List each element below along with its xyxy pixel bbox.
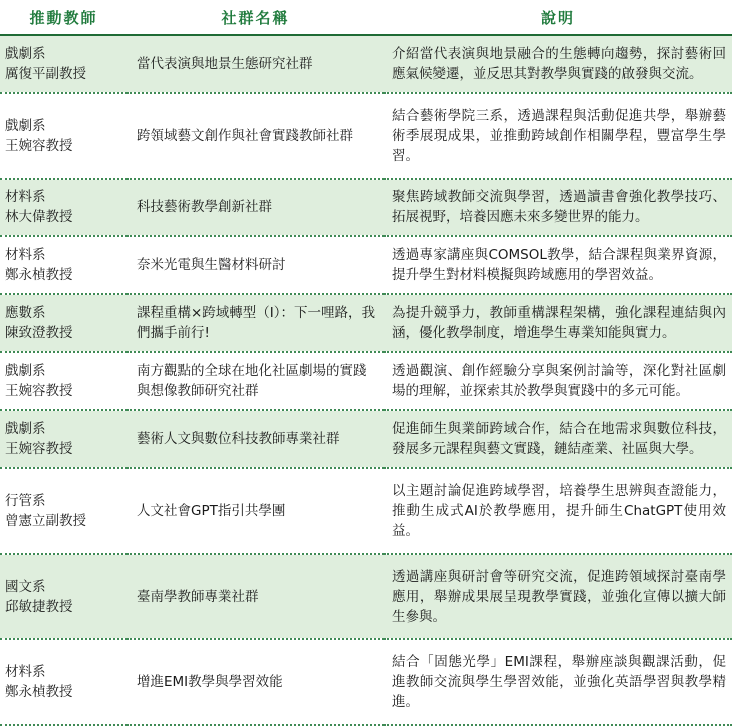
teacher-cell [0, 554, 127, 640]
teacher-name: 林大偉教授 [5, 209, 73, 226]
description-cell: 透過專家講座與COMSOL教學，結合課程與業界資源，提升學生對材料模擬與跨域應用的學習效益。 [384, 236, 732, 294]
table-row [0, 35, 732, 93]
teacher-name: 厲復平副教授 [5, 65, 86, 82]
description-cell: 促進師生與業師跨域合作，結合在地需求與數位科技，發展多元課程與藝文實踐，鏈結產業、社區與大學。 [384, 410, 732, 468]
group-name: 科技藝術教學創新社群 [127, 179, 384, 237]
description-cell: 透過講座與研討會等研究交流，促進跨領域探討臺南學應用，舉辦成果展呈現教學實踐，並強化宣傳以擴大師生參與。 [384, 554, 732, 640]
header-row [0, 0, 732, 35]
department-label: 戲劇系 [5, 421, 46, 438]
description-cell: 介紹當代表演與地景融合的生態轉向趨勢，探討藝術回應氣候變遷，並反思其對教學與實踐的啟發與交流。 [384, 35, 732, 93]
teacher-cell [0, 468, 127, 554]
description-cell: 結合藝術學院三系，透過課程與活動促進共學，舉辦藝術季展現成果，並推動跨域創作相關學程，豐富學生學習。 [384, 93, 732, 179]
group-name: 奈米光電與生醫材料研討 [127, 236, 384, 294]
table-row [0, 179, 732, 237]
teacher-cell [0, 294, 127, 352]
teacher-name: 王婉容教授 [5, 441, 73, 458]
table-row [0, 410, 732, 468]
table-row [0, 468, 732, 554]
teacher-cell [0, 352, 127, 410]
department-label: 戲劇系 [5, 117, 46, 134]
teacher-name: 王婉容教授 [5, 383, 73, 400]
group-name: 藝術人文與數位科技教師專業社群 [127, 410, 384, 468]
header-group: 社群名稱 [127, 0, 384, 35]
teacher-name: 鄭永楨教授 [5, 267, 73, 284]
table-row [0, 639, 732, 725]
department-label: 戲劇系 [5, 45, 46, 62]
group-name: 臺南學教師專業社群 [127, 554, 384, 640]
department-label: 應數系 [5, 305, 46, 322]
teacher-name: 曾憲立副教授 [5, 513, 86, 530]
group-name: 當代表演與地景生態研究社群 [127, 35, 384, 93]
group-name: 增進EMI教學與學習效能 [127, 639, 384, 725]
description-cell: 聚焦跨域教師交流與學習，透過讀書會強化教學技巧、拓展視野，培養因應未來多變世界的能力。 [384, 179, 732, 237]
teacher-name: 邱敏捷教授 [5, 598, 73, 615]
teacher-cell [0, 179, 127, 237]
description-cell: 結合「固態光學」EMI課程，舉辦座談與觀課活動，促進教師交流與學生學習效能，並強化英語學習與教學精進。 [384, 639, 732, 725]
group-name: 南方觀點的全球在地化社區劇場的實踐與想像教師研究社群 [127, 352, 384, 410]
table-row [0, 352, 732, 410]
department-label: 材料系 [5, 664, 46, 681]
teacher-name: 陳致澄教授 [5, 325, 73, 342]
teacher-name: 王婉容教授 [5, 137, 73, 154]
table-row [0, 93, 732, 179]
group-name: 人文社會GPT指引共學團 [127, 468, 384, 554]
description-cell: 以主題討論促進跨域學習，培養學生思辨與查證能力，推動生成式AI於教學應用，提升師生ChatGPT使用效益。 [384, 468, 732, 554]
department-label: 材料系 [5, 189, 46, 206]
department-label: 戲劇系 [5, 363, 46, 380]
table-row [0, 236, 732, 294]
teacher-cell [0, 93, 127, 179]
group-name: 跨領域藝文創作與社會實踐教師社群 [127, 93, 384, 179]
teacher-cell [0, 236, 127, 294]
department-label: 材料系 [5, 247, 46, 264]
description-cell: 為提升競爭力，教師重構課程架構，強化課程連結與內涵，優化教學制度，增進學生專業知能與實力。 [384, 294, 732, 352]
table-row [0, 554, 732, 640]
teacher-cell [0, 35, 127, 93]
header-teacher: 推動教師 [0, 0, 127, 35]
department-label: 國文系 [5, 578, 46, 595]
table-row [0, 294, 732, 352]
teacher-cell [0, 639, 127, 725]
teacher-name: 鄭永楨教授 [5, 684, 73, 701]
department-label: 行管系 [5, 493, 46, 510]
header-description: 說明 [384, 0, 732, 35]
teacher-cell [0, 410, 127, 468]
description-cell: 透過觀演、創作經驗分享與案例討論等，深化對社區劇場的理解，並探索其於教學與實踐中的多元可能。 [384, 352, 732, 410]
group-name: 課程重構×跨域轉型（I）：下一哩路，我們攜手前行! [127, 294, 384, 352]
